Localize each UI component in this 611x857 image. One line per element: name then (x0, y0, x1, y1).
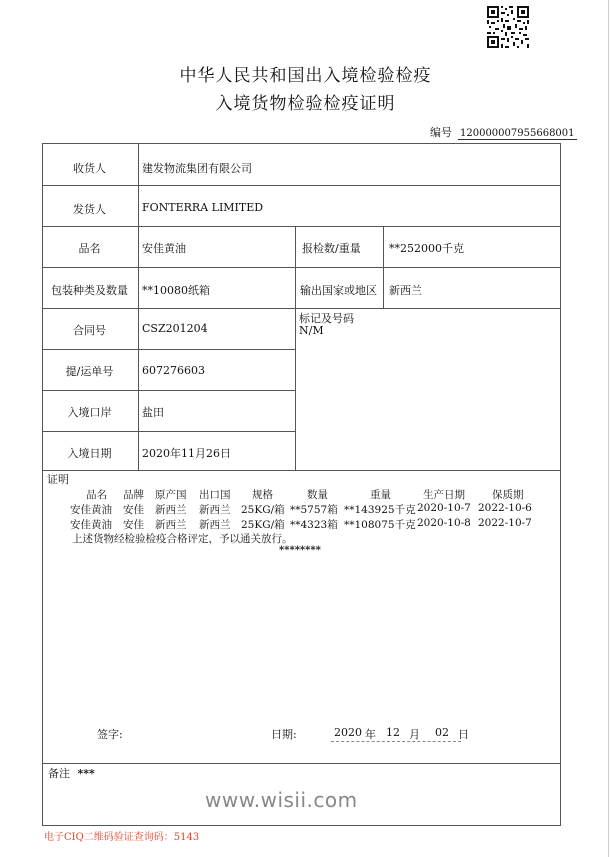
verification-code-footer: 电子CIQ二维码验证查询码：5143 (44, 832, 200, 843)
packing-value: **10080纸箱 (142, 284, 210, 297)
contract-label: 合同号 (73, 324, 106, 337)
consignee-label: 收货人 (73, 162, 106, 175)
table-cell: 新西兰 (199, 519, 231, 531)
table-cell: **143925千克 (344, 504, 416, 516)
consignor-label: 发货人 (73, 203, 106, 216)
table-cell: 2022-10-6 (478, 502, 532, 514)
serial-value: 120000007955668001 (460, 128, 575, 139)
qr-code-icon (486, 5, 530, 49)
table-cell: 25KG/箱 (241, 519, 285, 531)
serial-number (430, 124, 577, 140)
origin-country-label: 输出国家或地区 (300, 284, 377, 297)
packing-label: 包装种类及数量 (51, 284, 128, 297)
column-header: 保质期 (492, 489, 524, 501)
table-cell: **5757箱 (290, 504, 338, 516)
serial-label: 编号 (430, 126, 452, 139)
date-year: 2020 (334, 726, 362, 739)
origin-country-value: 新西兰 (389, 284, 422, 297)
entry-date-value: 2020年11月26日 (142, 447, 231, 460)
goods-name-value: 安佳黄油 (142, 242, 186, 255)
table-cell: 安佳黄油 (70, 519, 112, 531)
table-cell: **108075千克 (344, 519, 416, 531)
table-cell: 2020-10-8 (417, 517, 471, 529)
table-cell: 新西兰 (155, 519, 187, 531)
page-edge (608, 0, 609, 857)
date-day: 02 (435, 726, 449, 739)
date-label: 日期: (271, 728, 297, 741)
quantity-weight-value: **252000千克 (389, 242, 464, 255)
table-cell: 新西兰 (199, 504, 231, 516)
table-cell: **4323箱 (290, 519, 338, 531)
entry-date-label: 入境日期 (67, 447, 112, 460)
marks-label: 标记及号码 (299, 312, 354, 325)
consignee-value: 建发物流集团有限公司 (142, 162, 252, 175)
table-cell: 安佳黄油 (70, 504, 112, 516)
port-label: 入境口岸 (67, 406, 112, 419)
date-year-unit: 年 (365, 728, 376, 741)
consignor-value: FONTERRA LIMITED (142, 201, 264, 214)
remarks-label: 备注 (48, 767, 70, 780)
table-cell: 25KG/箱 (241, 504, 285, 516)
marks-value: N/M (299, 324, 324, 337)
bill-value: 607276603 (142, 364, 205, 377)
column-header: 生产日期 (423, 489, 465, 501)
bill-label: 提/运单号 (65, 365, 114, 378)
table-cell: 2020-10-7 (417, 502, 471, 514)
remarks-value: *** (77, 767, 95, 780)
column-header: 重量 (370, 489, 391, 501)
contract-value: CSZ201204 (142, 322, 208, 335)
date-month-unit: 月 (409, 728, 420, 741)
table-cell: 安佳 (123, 504, 144, 516)
table-cell: 新西兰 (155, 504, 187, 516)
date-day-unit: 日 (458, 728, 469, 741)
certificate-label: 证明 (47, 473, 69, 486)
date-month: 12 (386, 726, 400, 739)
certificate-statement: 上述货物经检验检疫合格评定，予以通关放行。 (72, 533, 293, 545)
document-subtitle: 入境货物检验检疫证明 (215, 94, 396, 114)
document-title: 中华人民共和国出入境检验检疫 (179, 66, 432, 86)
table-cell: 2022-10-7 (478, 517, 532, 529)
port-value: 盐田 (142, 406, 164, 419)
certificate-end-mark: ******** (279, 545, 321, 556)
watermark: www.wisii.com (205, 788, 358, 812)
column-header: 数量 (307, 489, 328, 501)
table-cell: 安佳 (123, 519, 144, 531)
signature-label: 签字: (97, 728, 123, 741)
remarks (48, 765, 95, 781)
column-header: 规格 (252, 489, 273, 501)
column-header: 出口国 (199, 489, 231, 501)
column-header: 品牌 (123, 489, 144, 501)
column-header: 品名 (86, 489, 107, 501)
column-header: 原产国 (155, 489, 187, 501)
quantity-weight-label: 报检数/重量 (302, 242, 361, 255)
goods-name-label: 品名 (78, 242, 101, 255)
